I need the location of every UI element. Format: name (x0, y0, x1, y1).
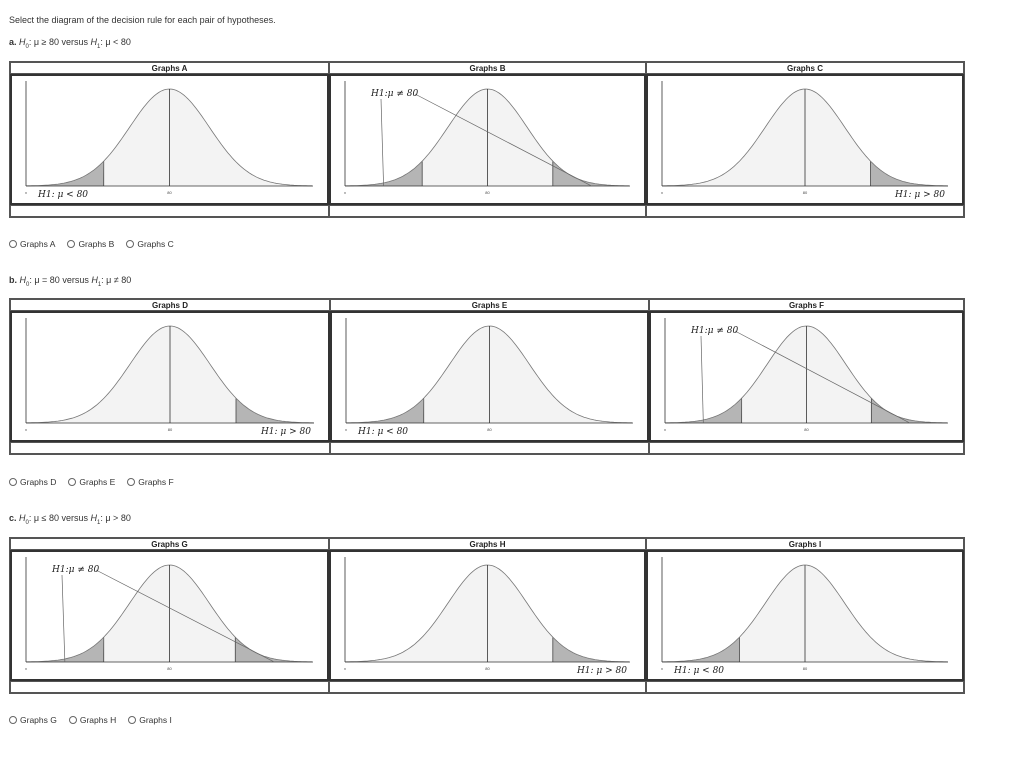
graph-body (329, 550, 646, 681)
center-label: 80 (485, 666, 490, 671)
graph-footer (646, 681, 964, 693)
option-graphs-d[interactable]: Graphs D (9, 477, 56, 487)
hypothesis-annotation: H1: μ < 80 (674, 666, 725, 676)
part-c-options (9, 715, 172, 725)
graph-footer (330, 442, 649, 454)
graph-panel (646, 62, 964, 217)
radio-icon (67, 240, 75, 248)
graph-title: Graphs A (10, 62, 329, 74)
part-b-graph-grid (9, 298, 965, 455)
rejection-region (26, 162, 104, 186)
center-label: 80 (802, 666, 808, 671)
part-c-title: c. $H_0$: μ ≤ 80 versus $H_1$: μ > 80 (9, 513, 131, 526)
graph-title: Graphs C (646, 62, 964, 74)
graph-body (649, 311, 964, 442)
axis-label: x (661, 666, 663, 671)
graph-title: Graphs B (329, 62, 646, 74)
graph-title: Graphs G (10, 538, 329, 550)
graph-body (10, 550, 329, 681)
center-label: 80 (804, 427, 809, 432)
option-graphs-h[interactable]: Graphs H (69, 715, 116, 725)
radio-icon (127, 478, 135, 486)
radio-icon (69, 716, 77, 724)
hypothesis-annotation: H1: μ > 80 (894, 190, 945, 200)
graph-title: Graphs E (330, 299, 649, 311)
graph-panel (329, 62, 646, 217)
radio-icon (128, 716, 136, 724)
graph-footer (646, 205, 964, 217)
normal-curve-diagram (332, 313, 647, 440)
part-b-title: b. $H_0$: μ = 80 versus $H_1$: μ ≠ 80 (9, 275, 132, 288)
pointer-line (701, 336, 703, 423)
rejection-region (553, 161, 630, 186)
graph-footer (649, 442, 964, 454)
graph-footer (329, 681, 646, 693)
hypothesis-annotation: H1:μ ≠ 80 (52, 565, 100, 575)
axis-label: x (345, 427, 347, 432)
normal-curve-diagram (331, 76, 644, 203)
center-label: 80 (167, 190, 172, 195)
option-graphs-a[interactable]: Graphs A (9, 239, 55, 249)
normal-curve-diagram (331, 552, 644, 679)
part-a-title: a. $H_0$: μ ≥ 80 versus $H_1$: μ < 80 (9, 37, 131, 50)
pointer-line (381, 99, 384, 186)
part-a-options (9, 239, 174, 249)
graph-title: Graphs H (329, 538, 646, 550)
graph-title: Graphs D (10, 299, 330, 311)
rejection-region (871, 398, 948, 423)
center-label: 80 (167, 427, 173, 432)
graph-panel (649, 299, 964, 454)
center-label: 80 (485, 190, 490, 195)
graph-title: Graphs F (649, 299, 964, 311)
rejection-region (871, 161, 949, 186)
hypothesis-annotation: H1: μ > 80 (260, 427, 311, 437)
graph-panel (646, 538, 964, 693)
axis-label: x (344, 666, 346, 671)
rejection-region (553, 637, 630, 662)
instruction-text: Select the diagram of the decision rule for each pair of hypotheses. (9, 15, 276, 25)
graph-panel (10, 62, 329, 217)
axis-label: x (661, 190, 663, 195)
graph-body (330, 311, 649, 442)
graph-title: Graphs I (646, 538, 964, 550)
graph-footer (10, 205, 329, 217)
graph-body (329, 74, 646, 205)
hypothesis-annotation: H1:μ ≠ 80 (371, 89, 419, 99)
normal-curve-diagram (12, 76, 327, 203)
center-label: 80 (487, 427, 492, 432)
normal-curve-diagram (651, 313, 962, 440)
hypothesis-annotation: H1:μ ≠ 80 (691, 326, 739, 336)
axis-label: x (664, 427, 666, 432)
hypothesis-annotation: H1: μ > 80 (576, 666, 627, 676)
graph-panel (330, 299, 649, 454)
option-graphs-c[interactable]: Graphs C (126, 239, 173, 249)
hypothesis-annotation: H1: μ < 80 (38, 190, 89, 200)
option-graphs-f[interactable]: Graphs F (127, 477, 173, 487)
axis-label: x (25, 666, 27, 671)
graph-footer (10, 681, 329, 693)
rejection-region (235, 637, 313, 662)
option-graphs-i[interactable]: Graphs I (128, 715, 172, 725)
center-label: 80 (167, 666, 172, 671)
normal-curve-diagram (12, 552, 327, 679)
hypothesis-annotation: H1: μ < 80 (358, 427, 409, 437)
graph-footer (329, 205, 646, 217)
graph-panel (10, 299, 330, 454)
rejection-region (662, 638, 739, 662)
graph-body (10, 74, 329, 205)
radio-icon (9, 240, 17, 248)
radio-icon (9, 716, 17, 724)
axis-label: x (344, 190, 346, 195)
rejection-region (346, 399, 424, 423)
axis-label: x (25, 427, 27, 432)
graph-footer (10, 442, 330, 454)
graph-body (646, 550, 964, 681)
graph-body (646, 74, 964, 205)
center-label: 80 (802, 190, 808, 195)
graph-panel (10, 538, 329, 693)
radio-icon (126, 240, 134, 248)
option-graphs-b[interactable]: Graphs B (67, 239, 114, 249)
normal-curve-diagram (648, 76, 962, 203)
graph-body (10, 311, 330, 442)
rejection-region (236, 398, 314, 423)
normal-curve-diagram (12, 313, 328, 440)
radio-icon (68, 478, 76, 486)
axis-label: x (25, 190, 27, 195)
radio-icon (9, 478, 17, 486)
part-a-graph-grid (9, 61, 965, 218)
part-b-options (9, 477, 174, 487)
pointer-line (62, 575, 65, 662)
option-graphs-g[interactable]: Graphs G (9, 715, 57, 725)
part-c-graph-grid (9, 537, 965, 694)
option-graphs-e[interactable]: Graphs E (68, 477, 115, 487)
graph-panel (329, 538, 646, 693)
normal-curve-diagram (648, 552, 962, 679)
